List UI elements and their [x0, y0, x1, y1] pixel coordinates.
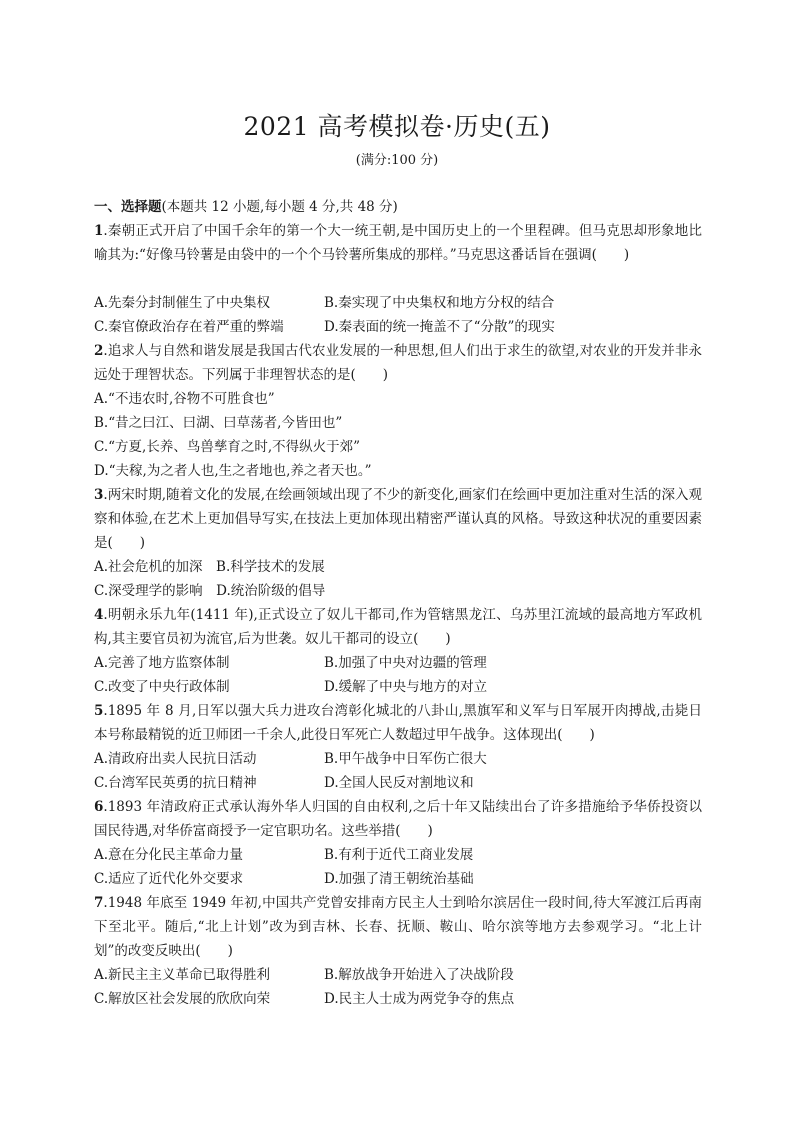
question-text: .1893 年清政府正式承认海外华人归国的自由权利,之后十年又陆续出台了许多措施给予华侨投资以国民待遇,对华侨富商授予一定官职功名。这些举措( ) [94, 799, 702, 839]
option-c: C.台湾军民英勇的抗日精神 [94, 775, 257, 791]
question-text: .追求人与自然和谐发展是我国古代农业发展的一种思想,但人们出于求生的欲望,对农业的开发并非永远处于理智状态。下列属于非理智状态的是( ) [94, 343, 702, 383]
question-3 [94, 483, 702, 603]
question-number: 3 [94, 487, 104, 503]
question-stem [94, 603, 702, 651]
option-d: D.“夫稼,为之者人也,生之者地也,养之者天也。” [94, 463, 372, 479]
question-2 [94, 339, 702, 483]
question-number: 6 [94, 799, 104, 815]
blank-line [94, 267, 702, 291]
option-a: A.清政府出卖人民抗日活动 [94, 751, 257, 767]
question-7 [94, 891, 702, 1011]
option-b: B.有利于近代工商业发展 [324, 847, 474, 863]
option-c: C.“方夏,长养、鸟兽孳育之时,不得纵火于郊” [94, 439, 361, 455]
option-a: A.先秦分封制催生了中央集权 [94, 295, 271, 311]
question-number: 1 [94, 223, 104, 239]
option-d: D.民主人士成为两党争夺的焦点 [324, 991, 515, 1007]
option-d: D.全国人民反对割地议和 [324, 775, 474, 791]
question-number: 2 [94, 343, 104, 359]
question-stem [94, 795, 702, 843]
question-5 [94, 699, 702, 795]
options [94, 651, 702, 699]
question-text: .明朝永乐九年(1411 年),正式设立了奴儿干都司,作为管辖黑龙江、乌苏里江流域的最高地方军政机构,其主要官员初为流官,后为世袭。奴儿干都司的设立( ) [94, 607, 702, 647]
option-b: B.秦实现了中央集权和地方分权的结合 [324, 295, 555, 311]
option-a: A.“不违农时,谷物不可胜食也” [94, 391, 275, 407]
question-4 [94, 603, 702, 699]
option-c: C.秦官僚政治存在着严重的弊端 [94, 319, 284, 335]
options [94, 843, 702, 891]
question-number: 4 [94, 607, 104, 623]
question-text: .1895 年 8 月,日军以强大兵力进攻台湾彰化城北的八卦山,黑旗军和义军与日军展开肉搏战,击毙日本号称最精锐的近卫师团一千余人,此役日军死亡人数超过甲午战争。这体现出( ) [94, 703, 702, 743]
option-a: A.新民主主义革命已取得胜利 [94, 967, 271, 983]
option-b: B.解放战争开始进入了决战阶段 [324, 967, 514, 983]
option-c: C.解放区社会发展的欣欣向荣 [94, 991, 271, 1007]
section-label: 一、选择题 [94, 199, 162, 215]
question-stem [94, 339, 702, 387]
option-a: A.完善了地方监察体制 [94, 655, 230, 671]
option-d: D.缓解了中央与地方的对立 [324, 679, 488, 695]
question-text: .1948 年底至 1949 年初,中国共产党曾安排南方民主人士到哈尔滨居住一段时间,待大军渡江后再南下至北平。随后,“北上计划”改为到吉林、长春、抚顺、鞍山、哈尔滨等地方去参观学习。“北上计划”的改变反映出( ) [94, 895, 702, 959]
question-stem [94, 699, 702, 747]
section-heading [94, 195, 398, 215]
options [94, 963, 702, 1011]
options [94, 747, 702, 795]
question-stem [94, 219, 702, 267]
option-b: B.加强了中央对边疆的管理 [324, 655, 487, 671]
option-d: D.秦表面的统一掩盖不了“分散”的现实 [324, 319, 555, 335]
page-title: 2021 高考模拟卷·历史(五) [243, 112, 551, 141]
question-1 [94, 219, 702, 339]
option-a: A.意在分化民主革命力量 [94, 847, 244, 863]
options [94, 291, 702, 339]
question-list [94, 219, 702, 1011]
option-d: D.加强了清王朝统治基础 [324, 871, 474, 887]
option-ab: A.社会危机的加深 B.科学技术的发展 [94, 559, 325, 575]
option-b: B.“昔之曰江、曰湖、曰草荡者,今皆田也” [94, 415, 343, 431]
question-6 [94, 795, 702, 891]
full-score-note: (满分:100 分) [355, 153, 439, 168]
section-note: (本题共 12 小题,每小题 4 分,共 48 分) [161, 199, 398, 215]
question-stem [94, 891, 702, 963]
option-cd: C.深受理学的影响 D.统治阶级的倡导 [94, 583, 326, 599]
option-b: B.甲午战争中日军伤亡很大 [324, 751, 487, 767]
question-number: 7 [94, 895, 104, 911]
question-stem [94, 483, 702, 555]
question-number: 5 [94, 703, 104, 719]
question-text: .秦朝正式开启了中国千余年的第一个大一统王朝,是中国历史上的一个里程碑。但马克思却形象地比喻其为:“好像马铃薯是由袋中的一个个马铃薯所集成的那样。”马克思这番话旨在强调( ) [94, 223, 702, 263]
option-c: C.适应了近代化外交要求 [94, 871, 244, 887]
question-text: .两宋时期,随着文化的发展,在绘画领域出现了不少的新变化,画家们在绘画中更加注重对生活的深入观察和体验,在艺术上更加倡导写实,在技法上更加体现出精密严谨认真的风格。导致这种状况的重要因素是( ) [94, 487, 702, 551]
option-c: C.改变了中央行政体制 [94, 679, 230, 695]
